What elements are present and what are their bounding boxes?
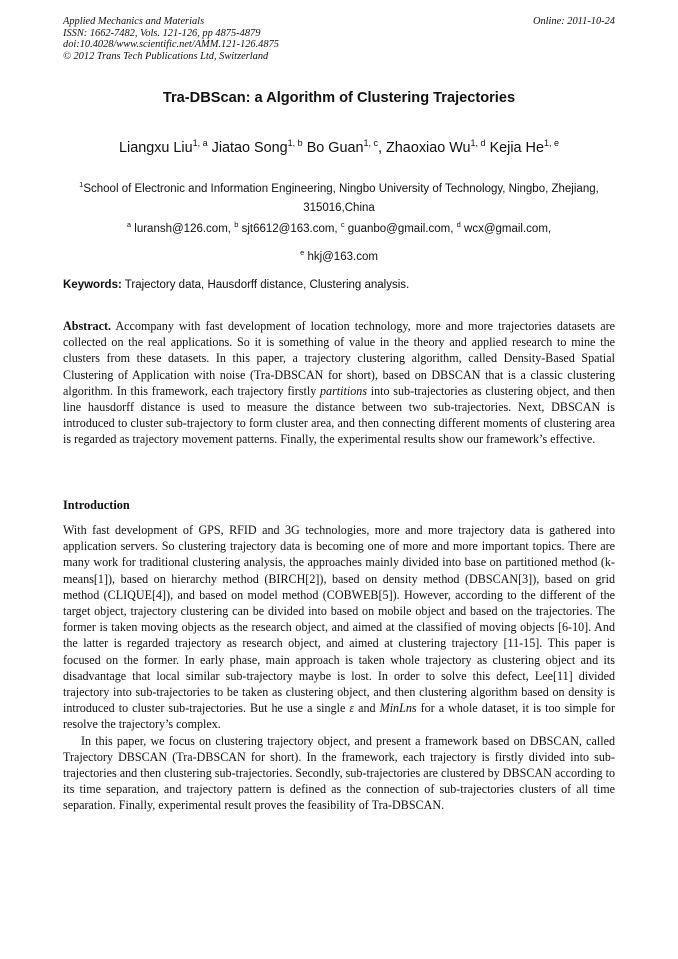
issn: ISSN: 1662-7482, Vols. 121-126, pp 4875-4879 (63, 27, 261, 39)
minlns-term: MinLns (379, 701, 417, 716)
journal-name: Applied Mechanics and Materials (63, 16, 205, 27)
email-a[interactable]: luransh@126.com, (134, 222, 231, 235)
email-line-1: $^a$ luransh@126.com, $^b$ sjt6612@163.com, $^c$ guanbo@gmail.com, $^d$ wcx@gmail.com, (126, 220, 552, 235)
author-list: Liangxu Liu$^{1, a}$ Jiatao Song$^{1, b}$ Bo Guan$^{1, c}$, Zhaoxiao Wu$^{1, d}$ Kejia He$^{1, e}$ (119, 138, 559, 156)
author-affil-mark: 1, e (543, 138, 559, 148)
journal-header (63, 16, 615, 62)
abstract-label: Abstract. (63, 319, 112, 333)
author-name: Kejia He (489, 139, 544, 156)
abstract-paragraph: Abstract. Accompany with fast development of location technology, more and more trajectories datasets are collected on the real applications. So it is something of value in the theory and applied research to mine the clusters from these datasets. In this paper, a trajectory clustering algorithm, called Density-Based Spatial Clustering of Application with noise (Tra-DBSCAN for short), based on DBSCAN that is a classic clustering algorithm. In this framework, each trajectory firstly partitions into sub-trajectories as clustering object, and then line hausdorff distance is used to measure the distance between two sub-trajectories. Next, DBSCAN is introduced to cluster sub-trajectory to form cluster area, and then connecting different moments of clustering area is regarded as trajectory movement patterns. Finally, the experimental results show our framework’s effective. (63, 319, 615, 447)
doi: doi:10.4028/www.scientific.net/AMM.121-126.4875 (63, 39, 279, 51)
email-b[interactable]: sjt6612@163.com, (241, 222, 338, 235)
author-affil-mark: 1, b (287, 138, 303, 148)
keywords (63, 279, 623, 291)
section-heading-introduction: Introduction (63, 498, 130, 512)
author-affil-mark: 1, a (192, 138, 208, 148)
author-affil-mark: 1, c (363, 138, 379, 148)
author-affil-mark: 1, d (470, 138, 486, 148)
intro-paragraph-2: In this paper, we focus on clustering trajectory object, and present a framework based on DBSCAN, called Trajectory DBSCAN (Tra-DBSCAN for short). In the framework, each trajectory is firstly divided into sub-trajectories and then clustering sub-trajectories. Secondly, sub-trajectories are clustered by DBSCAN according to its time separation, and trajectory pattern is defined as the connection of sub-trajectories clusters of all time separation. Finally, experimental result proves the feasibility of Tra-DBSCAN. (63, 733, 615, 813)
email-e[interactable]: hkj@163.com (307, 250, 378, 263)
paper-title: Tra-DBScan: a Algorithm of Clustering Trajectories (162, 90, 516, 106)
author-emails (63, 213, 615, 269)
author-name: Liangxu Liu (119, 139, 193, 156)
email-d[interactable]: wcx@gmail.com, (464, 222, 552, 235)
email-line-2: $^e$ hkj@163.com (300, 247, 378, 263)
keywords-text: Trajectory data, Hausdorff distance, Clustering analysis. (121, 279, 410, 291)
affiliation: $^1$School of Electronic and Information Engineering, Ningbo University of Technology, Ningbo, Zhejiang, 315016,China (79, 180, 599, 214)
introduction-body (63, 522, 615, 814)
epsilon-symbol: ε (349, 701, 355, 716)
author-name: Bo Guan (306, 139, 364, 156)
author-name: Jiatao Song (211, 139, 288, 156)
email-c[interactable]: guanbo@gmail.com, (347, 222, 454, 235)
keywords-label: Keywords: (63, 279, 122, 291)
abstract (63, 318, 615, 448)
copyright: © 2012 Trans Tech Publications Ltd, Switzerland (63, 50, 269, 62)
author-name: Zhaoxiao Wu (386, 139, 471, 156)
online-date: Online: 2011-10-24 (532, 16, 615, 27)
intro-paragraph-1: With fast development of GPS, RFID and 3G technologies, more and more trajectory data is gathered into application servers. So clustering trajectory data is becoming one of more and more important topics. There are many work for traditional clustering analysis, the approaches mainly divided into base on partitioned method (k-means[1]), based on hierarchy method (BIRCH[2]), based on density method (DBSCAN[3]), based on grid method (CLIQUE[4]), and based on model method (COBWEB[5]). However, according to the different of the target object, trajectory clustering can be divided into based on mobile object and based on the trajectories. The former is taken moving objects as the research object, and aimed at the classified of moving objects [6-10]. And the latter is regarded trajectory as research object, and aimed at clustering trajectory [11-15]. This paper is focused on the former. In early phase, main approach is taken whole trajectory as clustering object and its disadvantage that local similar sub-trajectory maybe is lost. In order to solve this defect, Lee[11] divided trajectory into sub-trajectories to be taken as clustering object, and then clustering algorithm based on density is introduced to cluster sub-trajectories. But he use a single ε and MinLns for a whole dataset, it is too simple for resolve the trajectory’s complex. (63, 523, 615, 732)
